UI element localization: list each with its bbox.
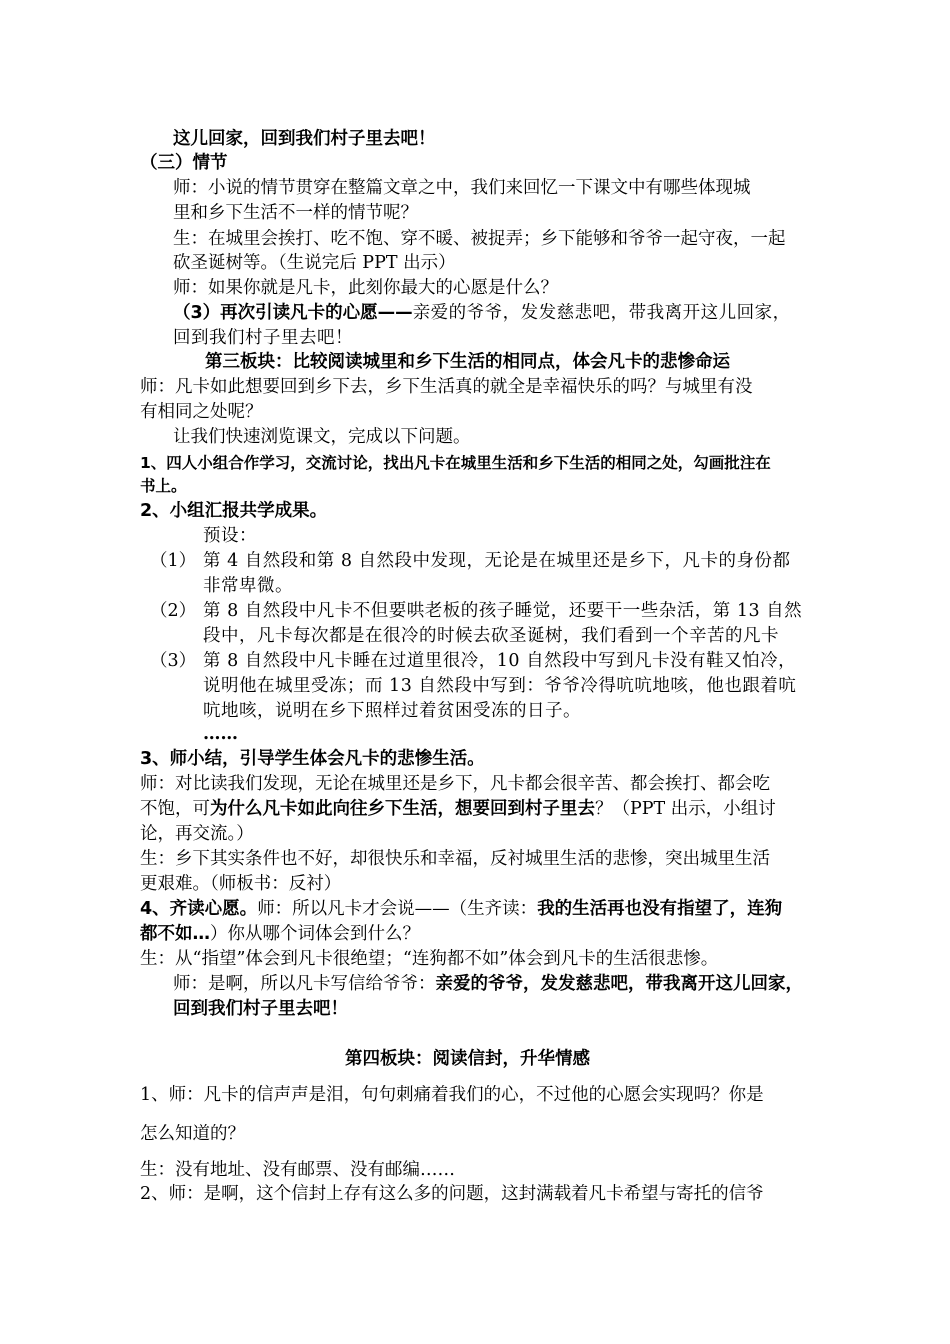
text-line: 有相同之处呢？ bbox=[140, 402, 263, 422]
text-line bbox=[140, 897, 782, 921]
inline-text: ）你从哪个词体会到什么？ bbox=[210, 924, 420, 944]
inline-bold: 都不如… bbox=[140, 924, 210, 944]
text-line: 1、四人小组合作学习，交流讨论，找出凡卡在城里生活和乡下生活的相同之处，勾画批注在 bbox=[140, 454, 771, 472]
list-number: （2） bbox=[150, 601, 197, 621]
inline-bold: 为什么凡卡如此向往乡下生活，想要回到村子里去 bbox=[210, 799, 595, 819]
inline-bold: （3）再次引读凡卡的心愿—— bbox=[173, 303, 413, 323]
section-heading-plot: （三）情节 bbox=[140, 153, 228, 173]
text-line: 3、师小结，引导学生体会凡卡的悲惨生活。 bbox=[140, 749, 485, 769]
text-line: 师：如果你就是凡卡，此刻你最大的心愿是什么？ bbox=[173, 278, 558, 298]
text-line: 预设： bbox=[203, 526, 257, 546]
text-line: 2、师：是啊，这个信封上存有这么多的问题，这封满载着凡卡希望与寄托的信爷 bbox=[140, 1184, 764, 1204]
inline-text: 师：是啊，所以凡卡写信给爷爷： bbox=[173, 974, 436, 994]
text-line: 师：小说的情节贯穿在整篇文章之中，我们来回忆一下课文中有哪些体现城 bbox=[173, 178, 751, 198]
text-line: 回到我们村子里去吧！ bbox=[173, 999, 348, 1019]
inline-text: 不饱，可 bbox=[140, 799, 210, 819]
text-line: 1、师：凡卡的信声声是泪，句句刺痛着我们的心，不过他的心愿会实现吗？你是 bbox=[140, 1085, 764, 1105]
text-line: 论，再交流。） bbox=[140, 824, 254, 844]
inline-bold: 4、齐读心愿。 bbox=[140, 899, 258, 919]
text-line bbox=[173, 301, 791, 325]
text-line: 师：对比读我们发现，无论在城里还是乡下，凡卡都会很辛苦、都会挨打、都会吃 bbox=[140, 774, 770, 794]
text-line: 让我们快速浏览课文，完成以下问题。 bbox=[173, 427, 471, 447]
inline-text: ？（PPT 出示，小组讨 bbox=[595, 799, 776, 819]
text-line: 生：从“指望”体会到凡卡很绝望；“连狗都不如”体会到凡卡的生活很悲惨。 bbox=[140, 949, 719, 969]
text-line bbox=[173, 972, 803, 996]
text-line: 书上。 bbox=[140, 477, 187, 495]
text-line: 怎么知道的？ bbox=[140, 1124, 245, 1144]
ellipsis: …… bbox=[203, 724, 238, 744]
text-line: 生：没有地址、没有邮票、没有邮编…… bbox=[140, 1160, 455, 1180]
list-item-line: 段中，凡卡每次都是在很冷的时候去砍圣诞树，我们看到一个辛苦的凡卡 bbox=[203, 626, 779, 646]
text-line: 生：在城里会挨打、吃不饱、穿不暖、被捉弄；乡下能够和爷爷一起守夜，一起 bbox=[173, 229, 786, 249]
list-item-line: 第 8 自然段中凡卡睡在过道里很冷，10 自然段中写到凡卡没有鞋又怕冷， bbox=[203, 651, 797, 671]
text-line: 更艰难。（师板书：反衬） bbox=[140, 874, 342, 894]
text-line: 回到我们村子里去吧！ bbox=[173, 328, 353, 348]
list-item-line: 说明他在城里受冻；而 13 自然段中写到：爷爷冷得吭吭地咳，他也跟着吭 bbox=[203, 676, 797, 696]
text-line bbox=[140, 797, 776, 821]
list-item-line: 第 4 自然段和第 8 自然段中发现，无论是在城里还是乡下，凡卡的身份都 bbox=[203, 551, 791, 571]
text-line: 生：乡下其实条件也不好，却很快乐和幸福，反衬城里生活的悲惨，突出城里生活 bbox=[140, 849, 770, 869]
text-line: 师：凡卡如此想要回到乡下去，乡下生活真的就全是幸福快乐的吗？与城里有没 bbox=[140, 377, 753, 397]
text-line: 2、小组汇报共学成果。 bbox=[140, 501, 328, 521]
text-line: 这儿回家，回到我们村子里去吧！ bbox=[173, 129, 436, 149]
section-heading-4: 第四板块：阅读信封，升华情感 bbox=[345, 1049, 590, 1069]
inline-text: 师：所以凡卡才会说——（生齐读： bbox=[257, 899, 538, 919]
inline-quote: 亲爱的爷爷，发发慈悲吧，带我离开这儿回家， bbox=[412, 303, 791, 323]
list-number: （3） bbox=[150, 651, 197, 671]
inline-bold: 我的生活再也没有指望了，连狗 bbox=[537, 899, 783, 919]
list-item-line: 第 8 自然段中凡卡不但要哄老板的孩子睡觉，还要干一些杂活，第 13 自然 bbox=[203, 601, 803, 621]
list-item-line: 非常卑微。 bbox=[203, 576, 293, 596]
list-item-line: 吭地咳，说明在乡下照样过着贫困受冻的日子。 bbox=[203, 701, 581, 721]
list-number: （1） bbox=[150, 551, 197, 571]
text-line bbox=[140, 922, 420, 946]
inline-bold: 亲爱的爷爷，发发慈悲吧，带我离开这儿回家， bbox=[435, 974, 803, 994]
text-line: 里和乡下生活不一样的情节呢？ bbox=[173, 203, 418, 223]
text-line: 砍圣诞树等。（生说完后 PPT 出示） bbox=[173, 253, 456, 273]
section-heading-3: 第三板块：比较阅读城里和乡下生活的相同点，体会凡卡的悲惨命运 bbox=[205, 352, 730, 372]
